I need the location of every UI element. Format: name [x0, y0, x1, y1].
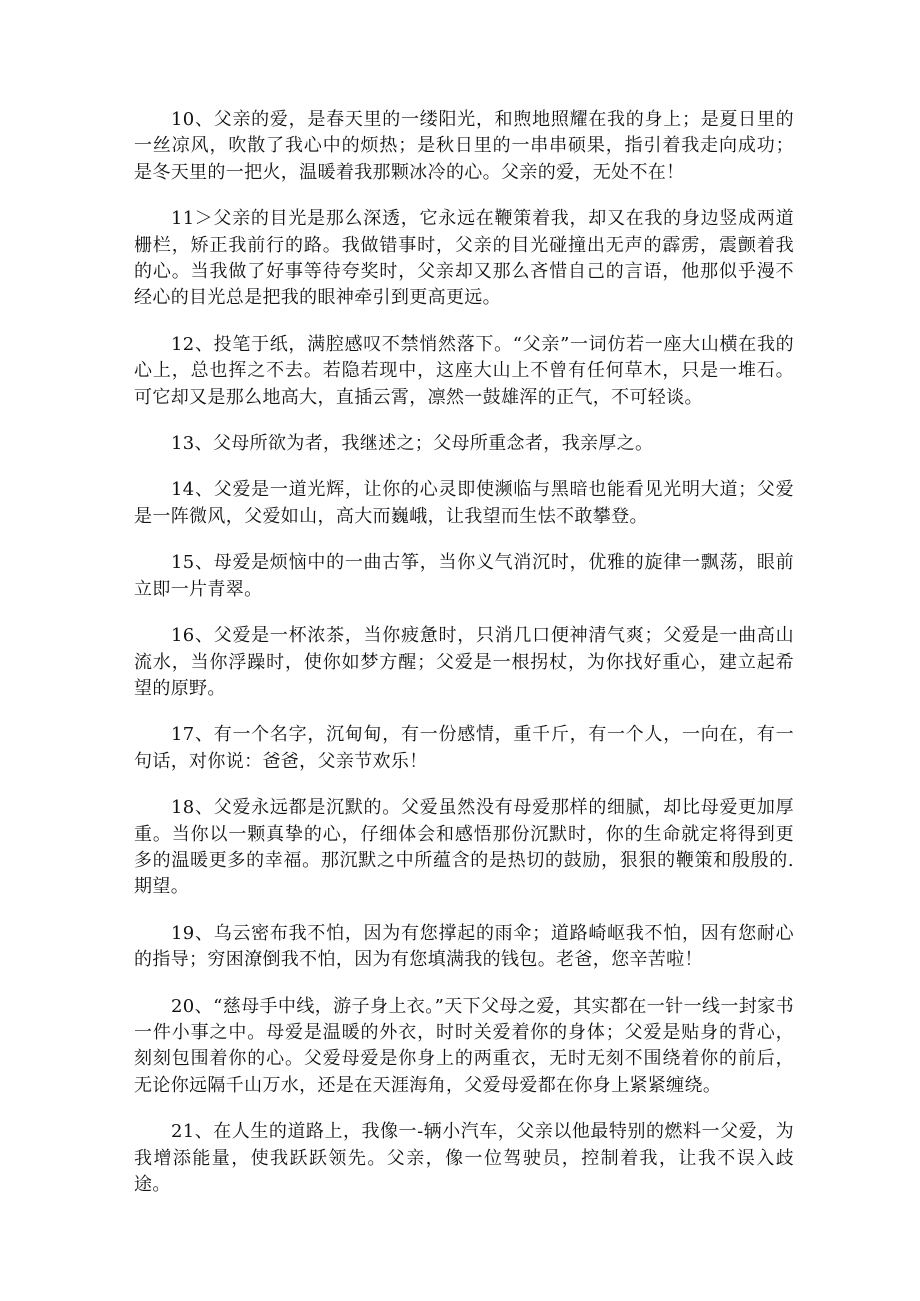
paragraph-15: 15、母爱是烦恼中的一曲古筝，当你义气消沉时，优雅的旋律一飘荡，眼前立即一片青翠。 — [134, 552, 794, 600]
paragraph-19: 19、乌云密布我不怕，因为有您撑起的雨伞；道路崎岖我不怕，因有您耐心的指导；穷困潦倒我不怕，因为有您填满我的钱包。老爸，您辛苦啦！ — [134, 922, 794, 971]
paragraph-12: 12、投笔于纸，满腔感叹不禁悄然落下。“父亲”一词仿若一座大山横在我的心上，总也挥之不去。若隐若现中，这座大山上不曾有任何草木，只是一堆石。可它却又是那么地高大，直插云霄，凛然一鼓雄浑的正气，不可轻谈。 — [134, 333, 794, 408]
paragraph-13: 13、父母所欲为者，我继述之；父母所重念者，我亲厚之。 — [171, 433, 654, 455]
paragraph-21: 21、在人生的道路上，我像一-辆小汽车，父亲以他最特别的燃料一父爱，为我增添能量，使我跃跃领先。父亲，像一位驾驶员，控制着我，让我不误入歧途。 — [134, 1121, 794, 1195]
paragraph-11: 11＞父亲的目光是那么深透，它永远在鞭策着我，却又在我的身边竖成两道栅栏，矫正我前行的路。我做错事时，父亲的目光碰撞出无声的霹雳，震颤着我的心。当我做了好事等待夸奖时，父亲却又那么吝惜自己的言语，他那似乎漫不经心的目光总是把我的眼神牵引到更高更远。 — [134, 208, 794, 309]
paragraph-20: 20、“慈母手中线，游子身上衣。”天下父母之爱，其实都在一针一线一封家书一件小事之中。母爱是温暖的外衣，时时关爱着你的身体；父爱是贴身的背心，刻刻包围着你的心。父爱母爱是你身上的两重衣，无时无刻不围绕着你的前后，无论你远隔千山万水，还是在天涯海角，父爱母爱都在你身上紧紧缠绕。 — [134, 995, 794, 1096]
paragraph-17: 17、有一个名字，沉甸甸，有一份感情，重千斤，有一个人，一向在，有一句话，对你说：爸爸，父亲节欢乐！ — [134, 724, 794, 772]
paragraph-14: 14、父爱是一道光辉，让你的心灵即使濒临与黑暗也能看见光明大道；父爱是一阵微风，父爱如山，高大而巍峨，让我望而生怯不敢攀登。 — [134, 479, 794, 527]
paragraph-10: 10、父亲的爱，是春天里的一缕阳光，和煦地照耀在我的身上；是夏日里的一丝凉风，吹散了我心中的烦热；是秋日里的一串串硕果，指引着我走向成功；是冬天里的一把火，温暖着我那颗冰冷的心。父亲的爱，无处不在！ — [134, 109, 794, 183]
document-body — [134, 107, 794, 1218]
paragraph-16: 16、父爱是一杯浓茶，当你疲惫时，只消几口便神清气爽；父爱是一曲高山流水，当你浮躁时，使你如梦方醒；父爱是一根拐杖，为你找好重心，建立起希望的原野。 — [134, 625, 794, 699]
paragraph-18: 18、父爱永远都是沉默的。父爱虽然没有母爱那样的细腻，却比母爱更加厚重。当你以一颗真挚的心，仔细体会和感悟那份沉默时，你的生命就定将得到更多的温暖更多的幸福。那沉默之中所蕴含的是热切的鼓励，狠狠的鞭策和殷殷的.期望。 — [134, 797, 794, 898]
